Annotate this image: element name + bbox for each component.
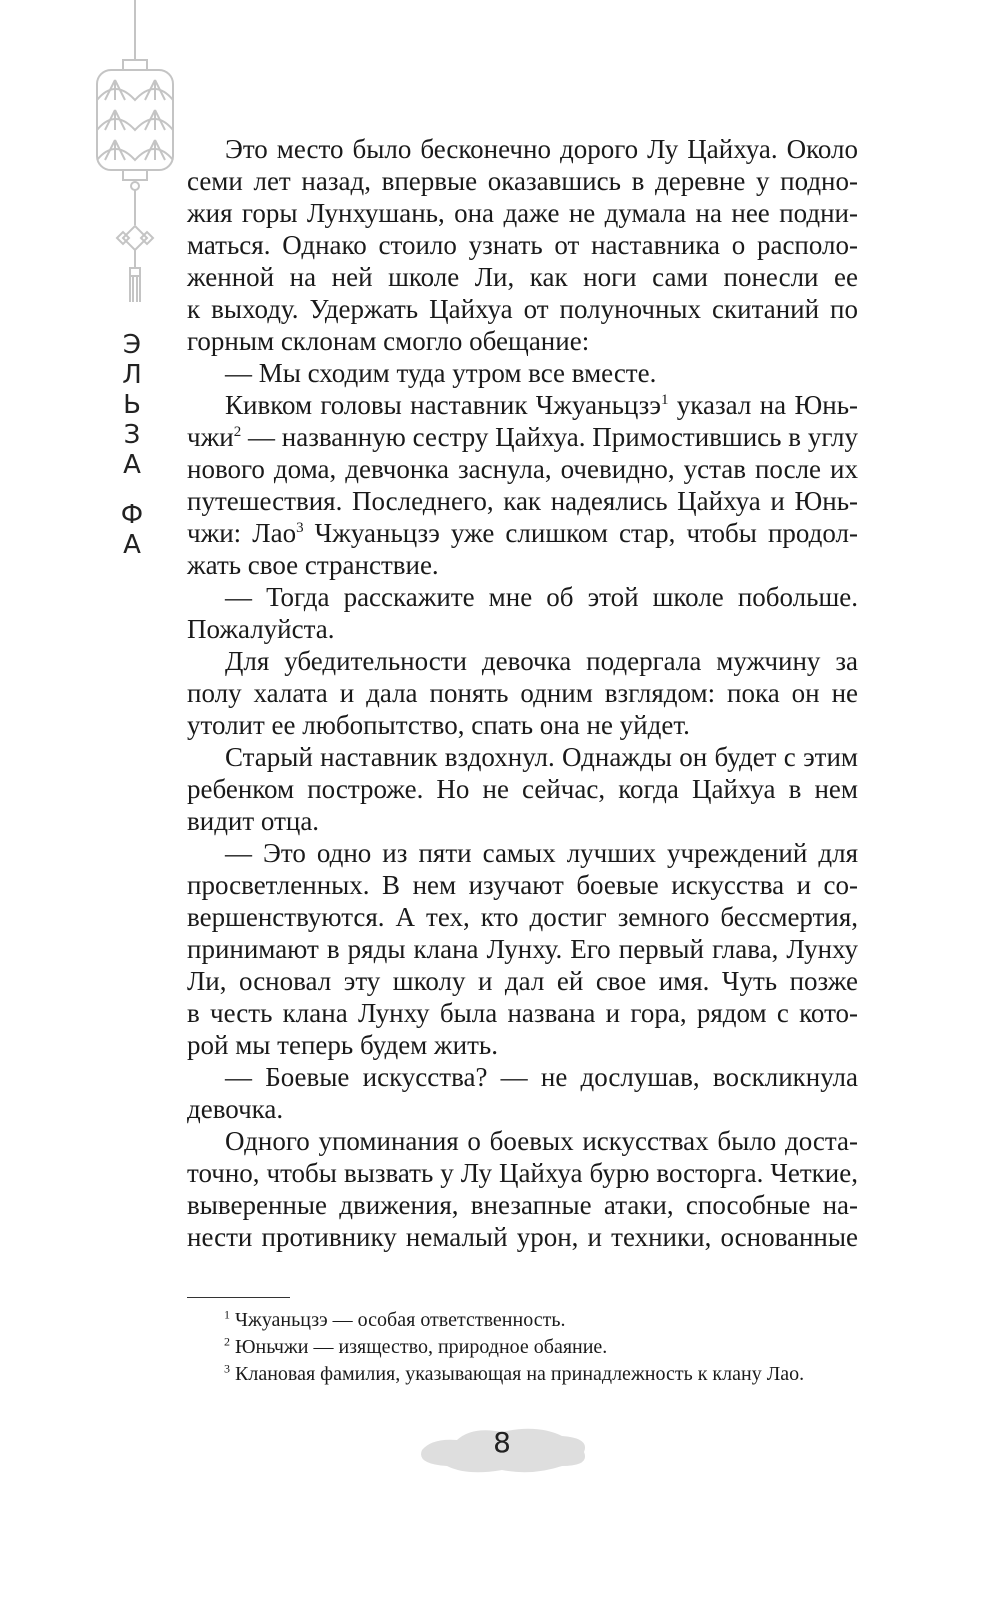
text-line: ребенком построже. Но не сейчас, когда Цайхуа в нем [187, 774, 858, 804]
page-number-badge [412, 1420, 592, 1480]
footnote [187, 1334, 858, 1361]
author-letter: Ь [123, 390, 141, 420]
text-line: Старый наставник вздохнул. Однажды он будет с этим [225, 742, 858, 772]
text-line: Одного упоминания о боевых искусствах было доста- [225, 1126, 858, 1156]
footnote-text: Юньчжи — изящество, природное обаяние. [230, 1336, 608, 1358]
footnote-ref: 2 [233, 424, 242, 440]
footnote-number: 1 [224, 1307, 230, 1322]
text-line: принимают в ряды клана Лунху. Его первый глава, Лунху [187, 934, 858, 964]
text-line: нести противнику немалый урон, и техники, основанные [187, 1222, 858, 1252]
footnote [187, 1307, 858, 1334]
footnote-text: Клановая фамилия, указывающая на принадлежность к клану Лао. [230, 1363, 805, 1385]
body-text [187, 133, 858, 1253]
text-line: вершенствуются. А тех, кто достиг земного бессмертия, [187, 902, 858, 932]
text-line: жать свое странствие. [187, 550, 439, 580]
footnote-number: 3 [224, 1361, 230, 1376]
page-number: 8 [493, 1426, 511, 1459]
footnote-ref: 1 [660, 392, 669, 408]
text-line: женной на ней школе Ли, как ноги сами понесли ее [187, 262, 858, 292]
text-line: просветленных. В нем изучают боевые искусства и со- [187, 870, 858, 900]
author-letter: А [123, 450, 141, 480]
lantern-ornament [95, 0, 175, 305]
footnotes [187, 1307, 858, 1388]
author-letter: Л [122, 360, 142, 390]
text-line: девочка. [187, 1094, 284, 1124]
text-line: точно, чтобы вызвать у Лу Цайхуа бурю восторга. Четкие, [187, 1158, 858, 1188]
text-line: Ли, основал эту школу и дал ей свое имя. Чуть позже [187, 966, 858, 996]
text-line: маться. Однако стоило узнать от наставника о располо- [187, 230, 858, 260]
footnote-text: Чжуаньцзэ — особая ответственность. [230, 1309, 566, 1331]
text-line: горным склонам смогло обещание: [187, 326, 590, 356]
author-letter: З [123, 420, 141, 450]
footnote-rule [187, 1297, 290, 1298]
author-letter: Ф [120, 500, 144, 530]
text-line: Для убедительности девочка подергала мужчину за [225, 646, 858, 676]
author-letter: Э [122, 330, 142, 360]
text-line: жия горы Лунхушань, она даже не думала на нее подни- [187, 198, 858, 228]
text-line: путешествия. Последнего, как надеялись Цайхуа и Юнь- [187, 486, 858, 516]
text-line: рой мы теперь будем жить. [187, 1030, 498, 1060]
text-line: Пожалуйста. [187, 614, 335, 644]
text-line: — Это одно из пяти самых лучших учреждений для [225, 838, 858, 868]
text-line: нового дома, девчонка заснула, очевидно, устав после их [187, 454, 858, 484]
text-line: видит отца. [187, 806, 320, 836]
text-line: выверенные движения, внезапные атаки, способные на- [187, 1190, 858, 1220]
text-line: утолит ее любопытство, спать она не уйдет. [187, 710, 690, 740]
author-letter: А [123, 530, 141, 560]
text-line: — Мы сходим туда утром все вместе. [225, 358, 657, 388]
footnote-ref: 3 [296, 520, 304, 536]
author-name-vertical [112, 330, 152, 560]
text-line: — Боевые искусства? — не дослушав, воскликнула [225, 1062, 858, 1092]
text-line: — Тогда расскажите мне об этой школе побольше. [225, 582, 858, 612]
footnote-number: 2 [224, 1334, 230, 1349]
text-line: к выходу. Удержать Цайхуа от полуночных скитаний по [187, 294, 858, 324]
text-line: полу халата и дала понять одним взглядом: пока он не [187, 678, 858, 708]
text-line: чжи$^2$ — названную сестру Цайхуа. Примостившись в углу [187, 422, 858, 452]
text-line: в честь клана Лунху была названа и гора, рядом с кото- [187, 998, 858, 1028]
footnote [187, 1361, 858, 1388]
author-letter [112, 480, 152, 500]
text-line: семи лет назад, впервые оказавшись в деревне у подно- [187, 166, 858, 196]
text-line: чжи: Лао$^3$ Чжуаньцзэ уже слишком стар, чтобы продол- [187, 518, 858, 548]
text-line: Это место было бесконечно дорого Лу Цайхуа. Около [225, 134, 858, 164]
text-line: Кивком головы наставник Чжуаньцзэ$^1$ указал на Юнь- [225, 390, 858, 420]
